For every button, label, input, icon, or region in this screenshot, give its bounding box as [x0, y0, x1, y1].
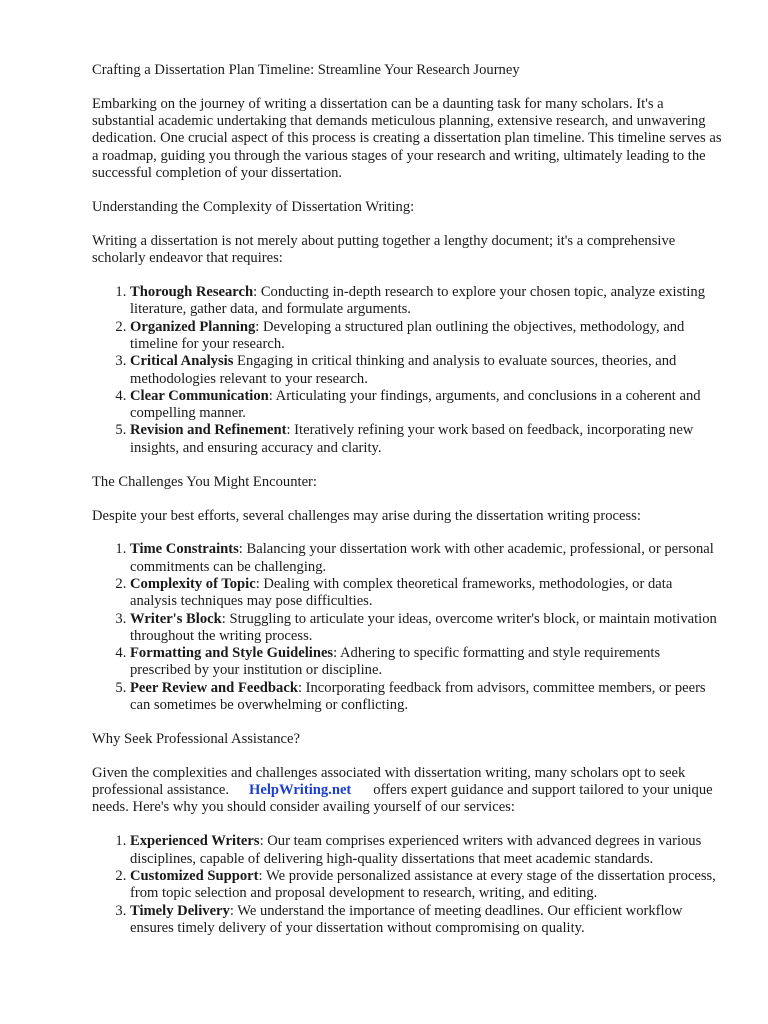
section1-list [92, 284, 722, 457]
section2-lead: Despite your best efforts, several challenges may arise during the dissertation writing process: [92, 507, 641, 524]
list-item [130, 645, 722, 680]
list-item-term: Experienced Writers [130, 833, 260, 850]
intro-paragraph: Embarking on the journey of writing a dissertation can be a daunting task for many scholars. It's a substantial academic undertaking that demands meticulous planning, extensive research, and unwavering dedication. One crucial aspect of this process is creating a dissertation plan timeline. This timeline serves as a roadmap, guiding you through the various stages of your research and writing, ultimately leading to the successful completion of your dissertation. [92, 95, 722, 182]
list-item-text: : Dealing with complex theoretical frameworks, methodologies, or data analysis techniques may pose difficulties. [130, 575, 673, 610]
section3-list [92, 833, 722, 937]
section3-lead [92, 765, 722, 817]
section3-lead-before: Given the complexities and challenges associated with dissertation writing, many scholars opt to seek professional assistance. [92, 764, 686, 799]
list-item-term: Clear Communication [130, 387, 269, 404]
list-item [130, 388, 722, 423]
section3-lead-after: offers expert guidance and support tailored to your unique needs. Here's why you should consider availing yourself of our services: [92, 782, 713, 816]
list-item-term: Writer's Block [130, 610, 222, 627]
section1-lead: Writing a dissertation is not merely about putting together a lengthy document; it's a comprehensive scholarly endeavor that requires: [92, 232, 676, 267]
list-item [130, 353, 722, 388]
list-item [130, 868, 722, 903]
list-item-term: Time Constraints [130, 541, 239, 558]
list-item-term: Timely Delivery [130, 902, 230, 919]
list-item-term: Organized Planning [130, 318, 256, 335]
list-item-text: : Adhering to specific formatting and style requirements prescribed by your institution or discipline. [130, 645, 661, 679]
list-item-text: Engaging in critical thinking and analysis to evaluate sources, theories, and methodologies relevant to your research. [130, 353, 677, 387]
list-item [130, 576, 722, 611]
list-item-term: Peer Review and Feedback [130, 679, 298, 696]
list-item-term: Thorough Research [130, 284, 254, 301]
list-item [130, 541, 722, 576]
list-item [130, 422, 722, 457]
list-item-text: : Conducting in-depth research to explore your chosen topic, analyze existing literature, gather data, and formulate arguments. [130, 284, 705, 318]
list-item-text: : Articulating your findings, arguments, and conclusions in a coherent and compelling manner. [130, 387, 701, 422]
list-item-text: : Incorporating feedback from advisors, committee members, or peers can sometimes be overwhelming or conflicting. [130, 679, 706, 714]
list-item-text: : Iteratively refining your work based on feedback, incorporating new insights, and ensuring accuracy and clarity. [130, 422, 694, 456]
list-item-text: : Our team comprises experienced writers with advanced degrees in various disciplines, capable of delivering high-quality dissertations that meet academic standards. [130, 833, 702, 867]
list-item-text: : Developing a structured plan outlining the objectives, methodology, and timeline for your research. [130, 318, 685, 352]
helpwriting-link[interactable]: HelpWriting.net [248, 782, 352, 799]
list-item [130, 319, 722, 354]
list-item-text: : Balancing your dissertation work with other academic, professional, or personal commitments can be challenging. [130, 541, 714, 575]
list-item-term: Formatting and Style Guidelines [130, 645, 334, 662]
section2-list [92, 541, 722, 714]
list-item-term: Critical Analysis [130, 353, 234, 370]
list-item-text: : Struggling to articulate your ideas, overcome writer's block, or maintain motivation throughout the writing process. [130, 610, 717, 644]
list-item-text: : We understand the importance of meeting deadlines. Our efficient workflow ensures timely delivery of your dissertation without compromising on quality. [130, 902, 683, 936]
list-item-term: Revision and Refinement [130, 422, 287, 439]
section1-heading: Understanding the Complexity of Dissertation Writing: [92, 198, 415, 215]
list-item [130, 680, 722, 715]
document-page [92, 62, 722, 954]
document-title: Crafting a Dissertation Plan Timeline: Streamline Your Research Journey [92, 62, 520, 78]
section2-heading: The Challenges You Might Encounter: [92, 473, 317, 490]
list-item-term: Complexity of Topic [130, 575, 256, 592]
list-item [130, 611, 722, 646]
list-item-term: Customized Support [130, 867, 259, 884]
list-item [130, 284, 722, 319]
section3-heading: Why Seek Professional Assistance? [92, 730, 300, 747]
list-item-text: : We provide personalized assistance at every stage of the dissertation process, from topic selection and proposal development to research, writing, and editing. [130, 867, 716, 902]
list-item [130, 903, 722, 938]
list-item [130, 833, 722, 868]
